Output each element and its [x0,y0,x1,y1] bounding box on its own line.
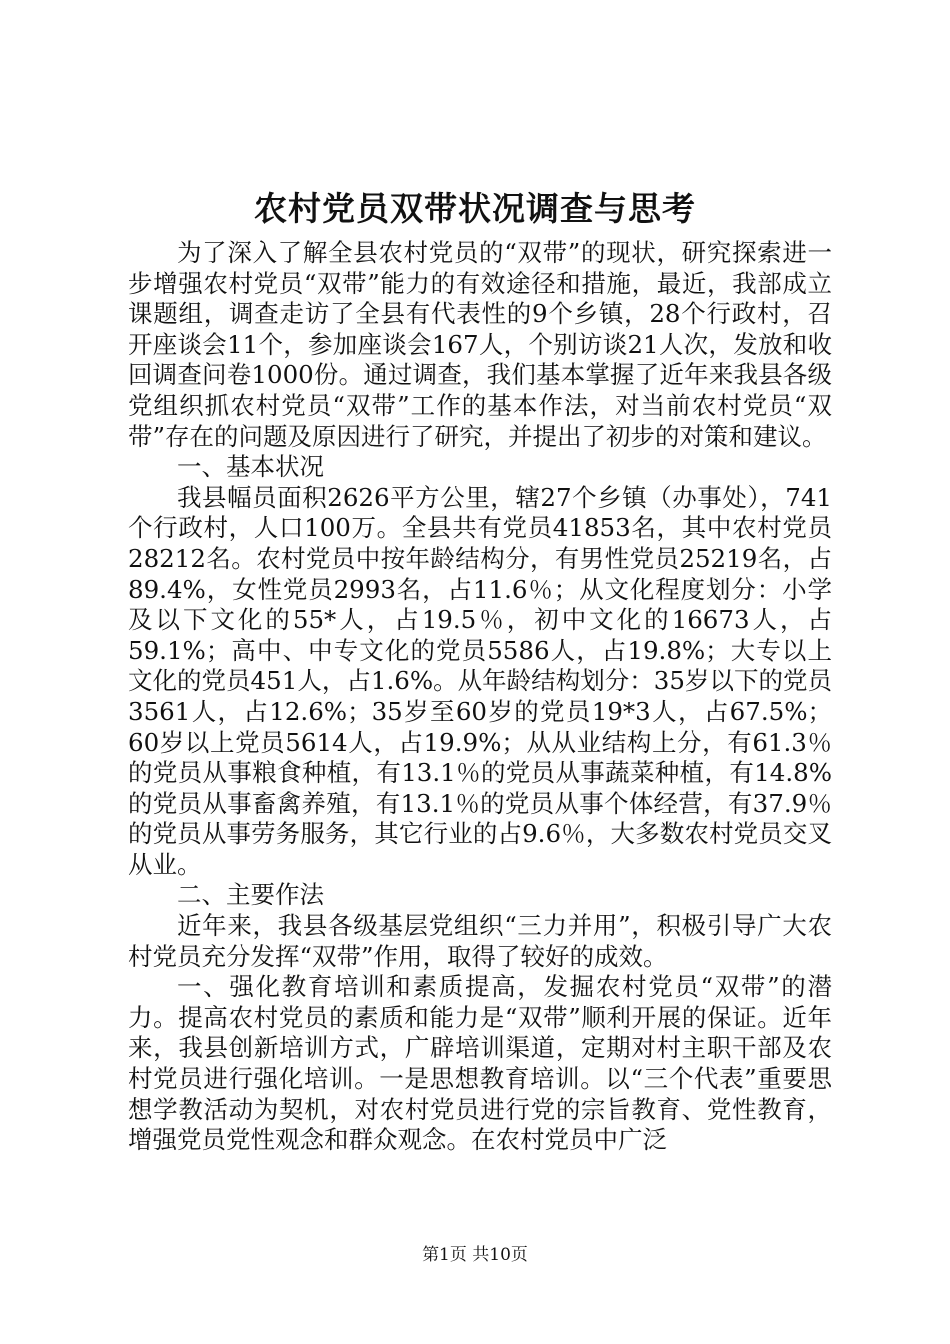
paragraph-basic-status: 我县幅员面积2626平方公里，辖27个乡镇（办事处），741个行政村，人口100万。全县共有党员41853名，其中农村党员28212名。农村党员中按年龄结构分，有男性党员25219名，占89.4%，女性党员2993名，占11.6％；从文化程度划分：小学及以下文化的55*人，占19.5％，初中文化的16673人，占59.1%；高中、中专文化的党员5586人，占19.8%；大专以上文化的党员451人，占1.6%。从年龄结构划分：35岁以下的党员3561人，占12.6%；35岁至60岁的党员19*3人，占67.5%；60岁以上党员5614人，占19.9%；从从业结构上分，有61.3％的党员从事粮食种植，有13.1％的党员从事蔬菜种植，有14.8%的党员从事畜禽养殖，有13.1％的党员从事个体经营，有37.9％的党员从事劳务服务，其它行业的占9.6％，大多数农村党员交叉从业。 [128,482,832,879]
page-footer: 第1页 共10页 [422,1245,528,1265]
section-heading-basic-status: 一、基本状况 [177,452,324,482]
document-title: 农村党员双带状况调查与思考 [254,189,696,228]
document-body [128,238,832,1156]
paragraph-main-practices: 近年来，我县各级基层党组织“三力并用”，积极引导广大农村党员充分发挥“双带”作用，取得了较好的成效。 [128,911,832,971]
paragraph-intro: 为了深入了解全县农村党员的“双带”的现状，研究探索进一步增强农村党员“双带”能力的有效途径和措施，最近，我部成立课题组，调查走访了全县有代表性的9个乡镇，28个行政村，召开座谈会11个，参加座谈会167人，个别访谈21人次，发放和收回调查问卷1000份。通过调查，我们基本掌握了近年来我县各级党组织抓农村党员“双带”工作的基本作法，对当前农村党员“双带”存在的问题及原因进行了研究，并提出了初步的对策和建议。 [128,238,832,451]
paragraph-education-training: 一、强化教育培训和素质提高，发掘农村党员“双带”的潜力。提高农村党员的素质和能力是“双带”顺利开展的保证。近年来，我县创新培训方式，广辟培训渠道，定期对村主职干部及农村党员进行强化培训。一是思想教育培训。以“三个代表”重要思想学教活动为契机，对农村党员进行党的宗旨教育、党性教育，增强党员党性观念和群众观念。在农村党员中广泛 [128,972,832,1155]
section-heading-main-practices: 二、主要作法 [177,880,324,910]
